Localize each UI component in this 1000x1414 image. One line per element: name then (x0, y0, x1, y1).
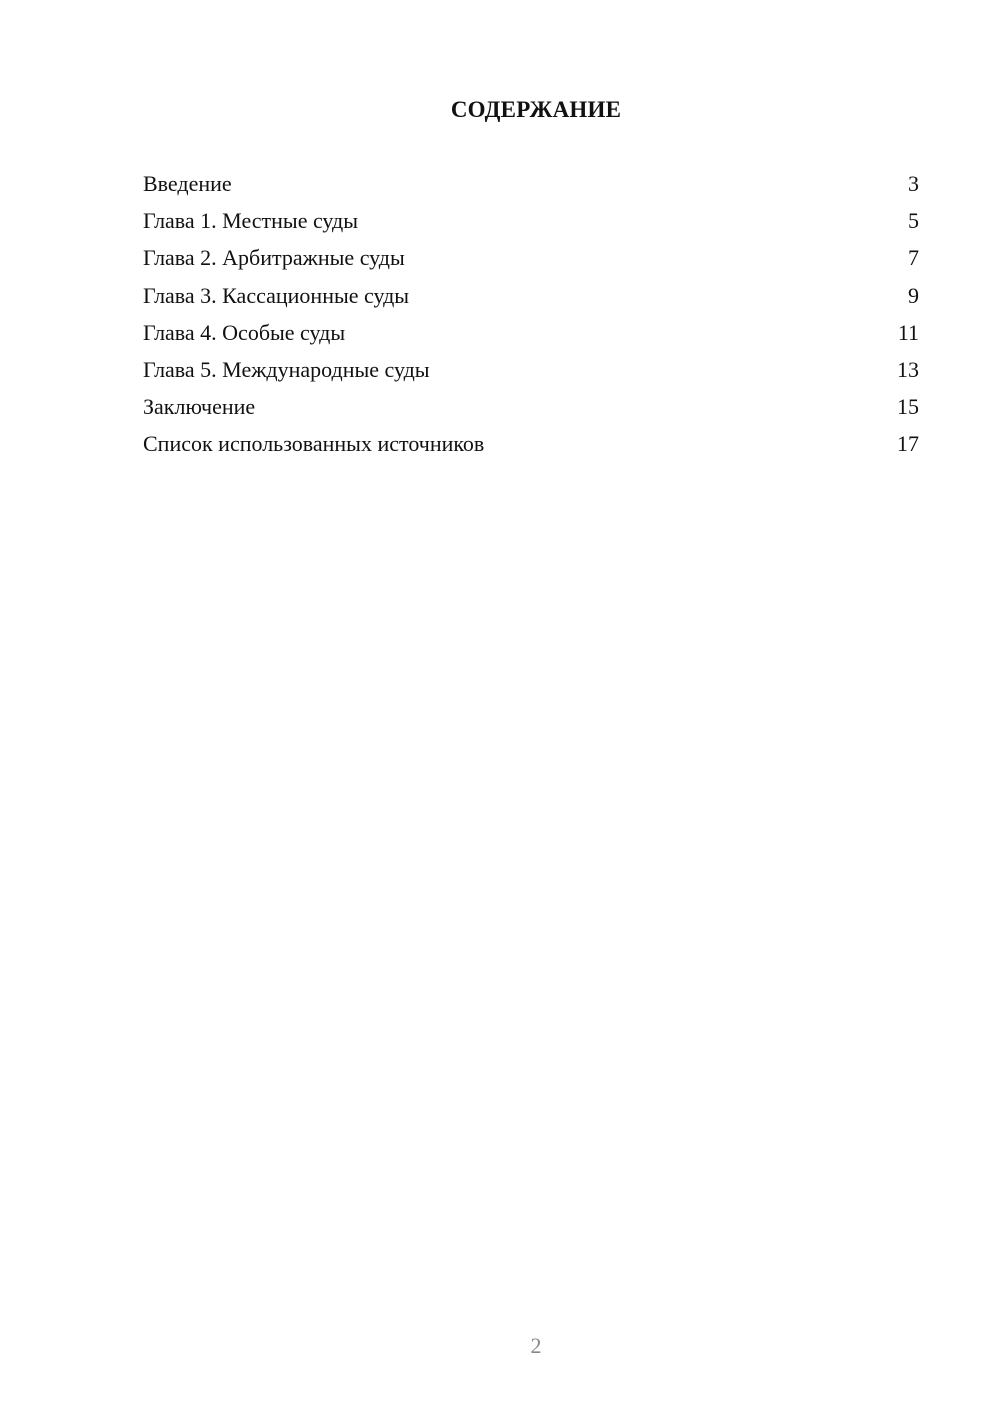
toc-entry-label: Введение (143, 171, 232, 196)
toc-entry-conclusion (143, 391, 919, 428)
toc-entry-page: 9 (908, 282, 919, 308)
toc-entry-introduction (143, 168, 919, 205)
toc-entry-label: Глава 1. Местные суды (143, 208, 359, 234)
page-number: 2 (530, 1333, 542, 1358)
toc-entry-page: 11 (897, 319, 919, 345)
toc-entry-chapter-3 (143, 280, 919, 317)
toc-entry-page: 3 (908, 171, 919, 196)
table-of-contents (143, 168, 919, 466)
toc-entry-label: Глава 5. Международные суды (143, 356, 430, 382)
toc-entry-label: Заключение (143, 394, 256, 420)
toc-title-container (0, 94, 1000, 126)
toc-entry-page: 13 (897, 356, 919, 382)
toc-entry-chapter-1 (143, 205, 919, 242)
toc-entry-references (143, 428, 919, 465)
toc-entry-page: 7 (908, 245, 919, 271)
toc-entry-page: 5 (908, 208, 919, 234)
toc-entry-page: 15 (897, 394, 919, 420)
toc-entry-label: Список использованных источников (143, 431, 485, 457)
toc-entry-label: Глава 4. Особые суды (143, 319, 346, 345)
toc-entry-chapter-4 (143, 317, 919, 354)
toc-entry-page: 17 (897, 431, 919, 457)
toc-entry-label: Глава 2. Арбитражные суды (143, 245, 405, 271)
toc-entry-label: Глава 3. Кассационные суды (143, 282, 410, 308)
toc-entry-chapter-5 (143, 354, 919, 391)
toc-entry-chapter-2 (143, 242, 919, 279)
toc-title: СОДЕРЖАНИЕ (450, 97, 622, 122)
